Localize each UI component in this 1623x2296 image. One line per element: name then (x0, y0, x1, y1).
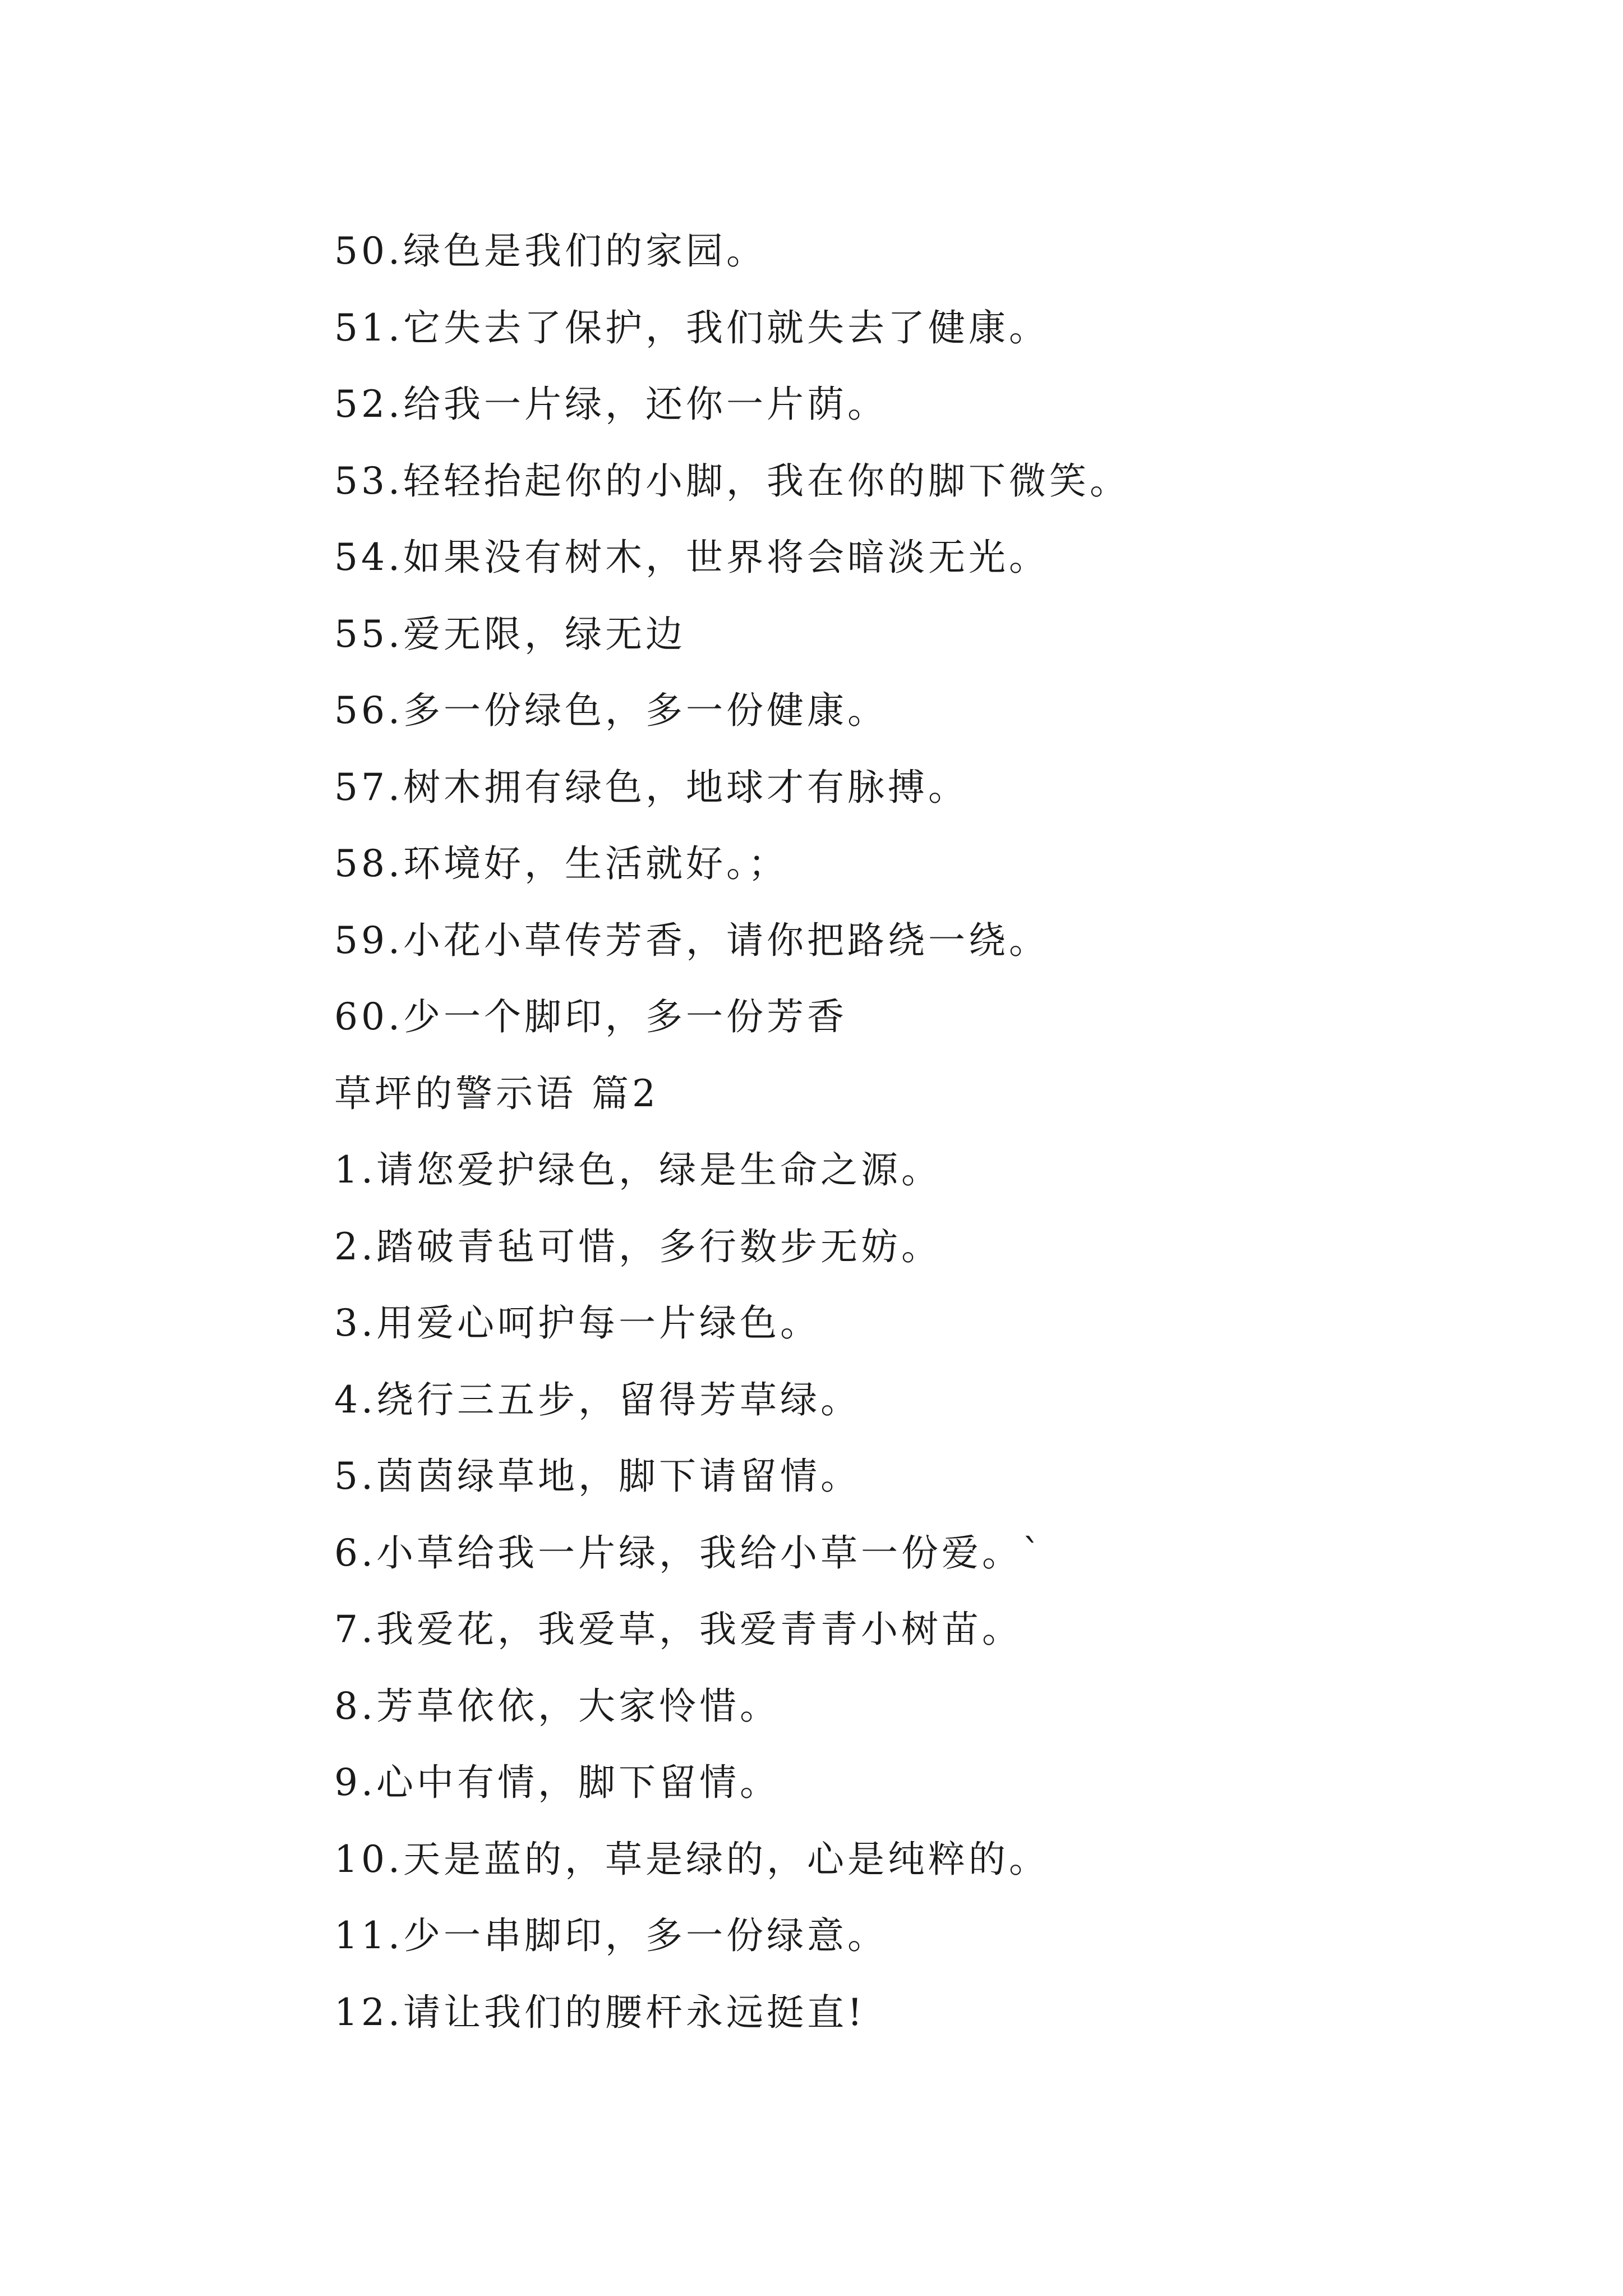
slogan-line-56: 56.多一份绿色，多一份健康。 (334, 689, 888, 732)
slogan-line-5: 5.茵茵绿草地，脚下请留情。 (334, 1455, 861, 1498)
slogan-line-2: 2.踏破青毡可惜，多行数步无妨。 (334, 1225, 942, 1268)
slogan-line-55: 55.爱无限，绿无边 (334, 612, 686, 656)
slogan-line-57: 57.树木拥有绿色，地球才有脉搏。 (334, 765, 969, 809)
slogan-line-59: 59.小花小草传芳香，请你把路绕一绕。 (334, 918, 1049, 962)
slogan-line-4: 4.绕行三五步，留得芳草绿。 (334, 1378, 861, 1421)
section-heading: 草坪的警示语 篇2 (334, 1071, 659, 1115)
slogan-line-6: 6.小草给我一片绿，我给小草一份爱。` (334, 1531, 1044, 1575)
slogan-line-51: 51.它失去了保护，我们就失去了健康。 (334, 306, 1049, 349)
slogan-line-12: 12.请让我们的腰杆永远挺直! (334, 1990, 866, 2034)
slogan-line-1: 1.请您爱护绿色，绿是生命之源。 (334, 1148, 942, 1191)
slogan-line-60: 60.少一个脚印，多一份芳香 (334, 995, 847, 1038)
slogan-line-10: 10.天是蓝的，草是绿的，心是纯粹的。 (334, 1837, 1049, 1881)
slogan-line-7: 7.我爱花，我爱草，我爱青青小树苗。 (334, 1608, 1022, 1651)
slogan-line-11: 11.少一串脚印，多一份绿意。 (334, 1914, 888, 1957)
slogan-line-3: 3.用爱心呵护每一片绿色。 (334, 1301, 820, 1345)
slogan-line-9: 9.心中有情，脚下留情。 (334, 1761, 780, 1804)
slogan-line-50: 50.绿色是我们的家园。 (334, 229, 767, 273)
slogan-line-58: 58.环境好，生活就好。； (334, 842, 789, 885)
slogan-line-52: 52.给我一片绿，还你一片荫。 (334, 383, 888, 426)
slogan-line-53: 53.轻轻抬起你的小脚，我在你的脚下微笑。 (334, 459, 1130, 503)
slogan-line-8: 8.芳草依依，大家怜惜。 (334, 1684, 780, 1728)
slogan-line-54: 54.如果没有树木，世界将会暗淡无光。 (334, 536, 1049, 579)
document-body (334, 213, 1512, 2051)
